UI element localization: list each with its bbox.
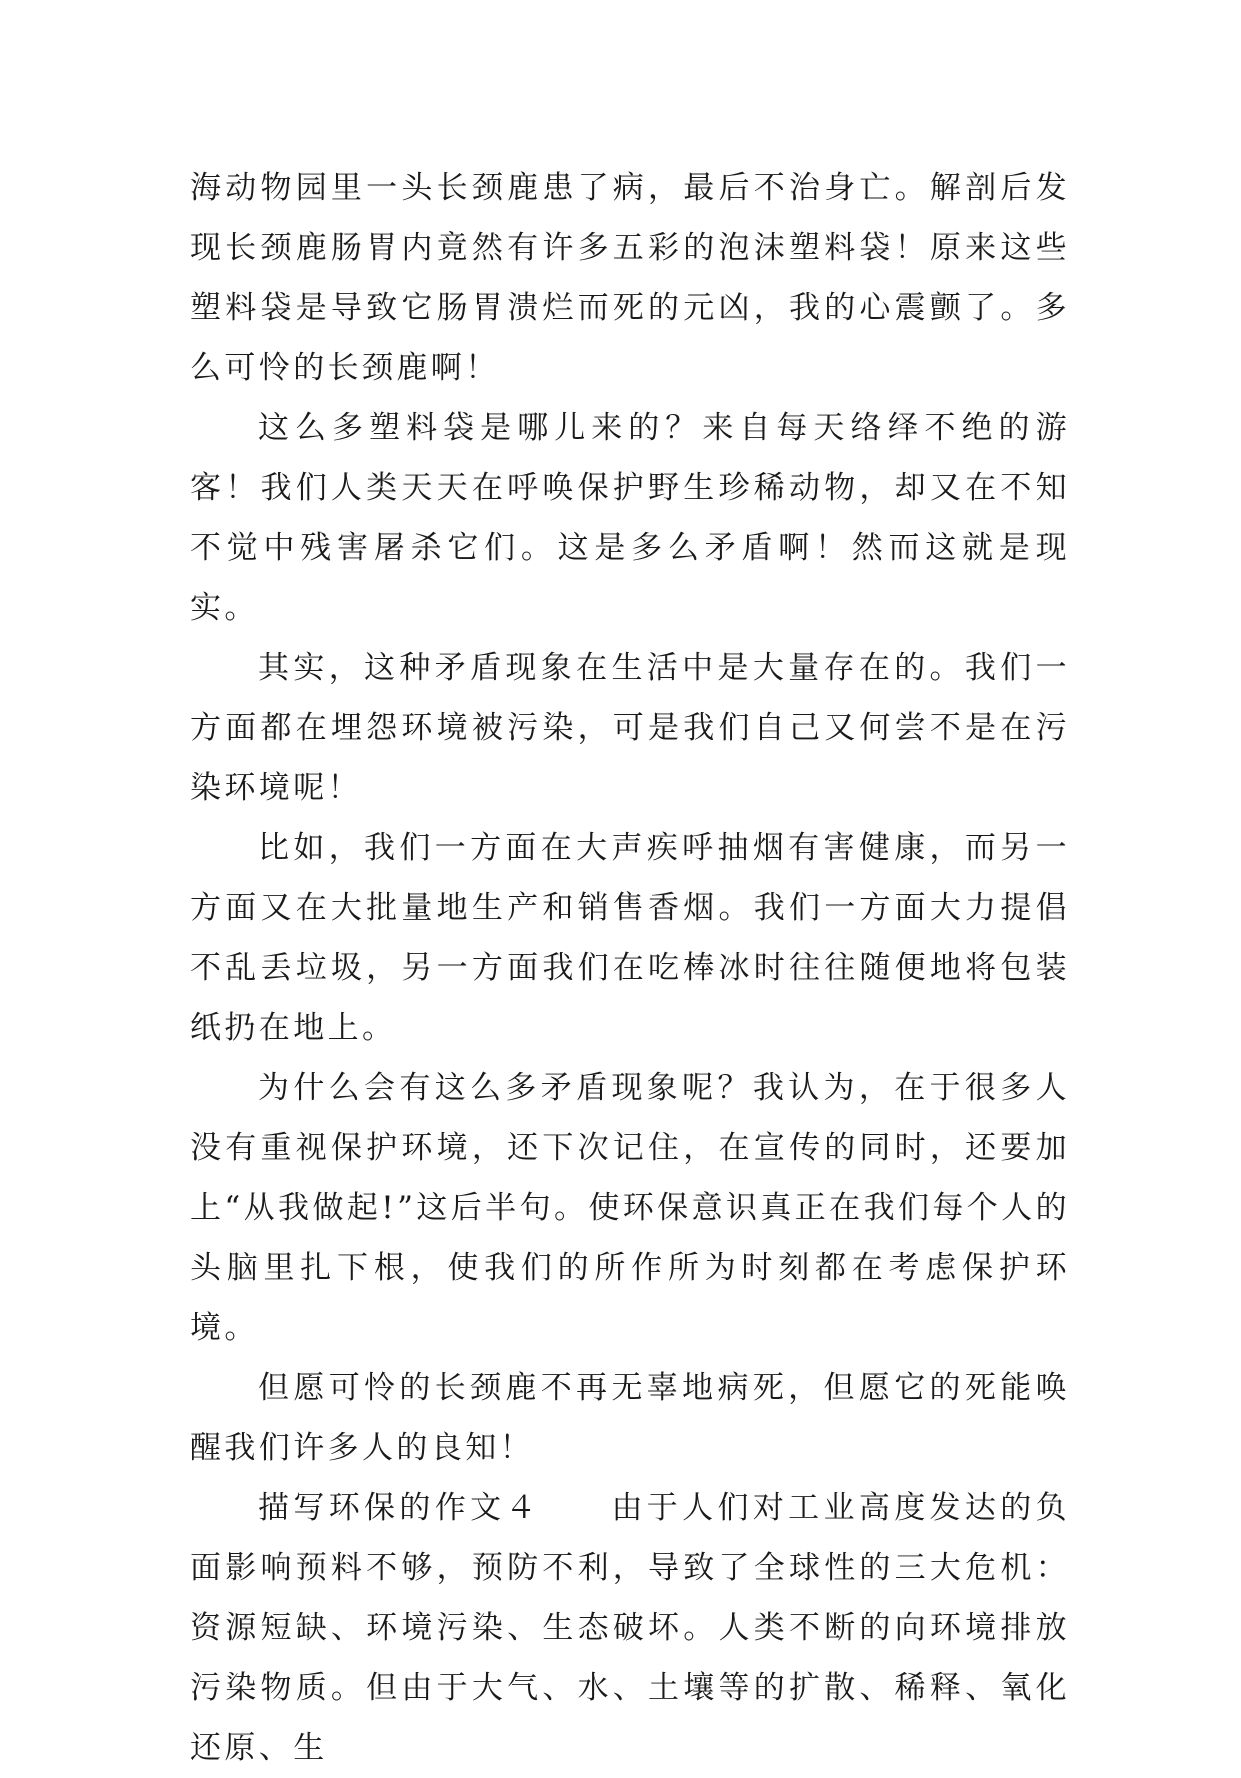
paragraph-3: 其实，这种矛盾现象在生活中是大量存在的。我们一方面都在埋怨环境被污染，可是我们自己又何尝不是在污染环境呢！ xyxy=(190,650,1070,806)
paragraph-1: 海动物园里一头长颈鹿患了病，最后不治身亡。解剖后发现长颈鹿肠胃内竟然有许多五彩的泡沫塑料袋！原来这些塑料袋是导致它肠胃溃烂而死的元凶，我的心震颤了。多么可怜的长颈鹿啊！ xyxy=(190,170,1070,386)
body-text xyxy=(190,158,1070,1778)
paragraph-5: 为什么会有这么多矛盾现象呢？我认为，在于很多人没有重视保护环境，还下次记住，在宣传的同时，还要加上“从我做起!”这后半句。使环保意识真正在我们每个人的头脑里扎下根，使我们的所作所为时刻都在考虑保护环境。 xyxy=(190,1070,1070,1346)
paragraph-4: 比如，我们一方面在大声疾呼抽烟有害健康，而另一方面又在大批量地生产和销售香烟。我们一方面大力提倡不乱丢垃圾，另一方面我们在吃棒冰时往往随便地将包装纸扔在地上。 xyxy=(190,830,1070,1046)
paragraph-7: 描写环保的作文４ 由于人们对工业高度发达的负面影响预料不够，预防不利，导致了全球性的三大危机：资源短缺、环境污染、生态破坏。人类不断的向环境排放污染物质。但由于大气、水、土壤等的扩散、稀释、氧化还原、生 xyxy=(190,1490,1070,1766)
paragraph-2: 这么多塑料袋是哪儿来的？来自每天络绎不绝的游客！我们人类天天在呼唤保护野生珍稀动物，却又在不知不觉中残害屠杀它们。这是多么矛盾啊！然而这就是现实。 xyxy=(190,410,1070,626)
paragraph-6: 但愿可怜的长颈鹿不再无辜地病死，但愿它的死能唤醒我们许多人的良知！ xyxy=(190,1370,1070,1466)
